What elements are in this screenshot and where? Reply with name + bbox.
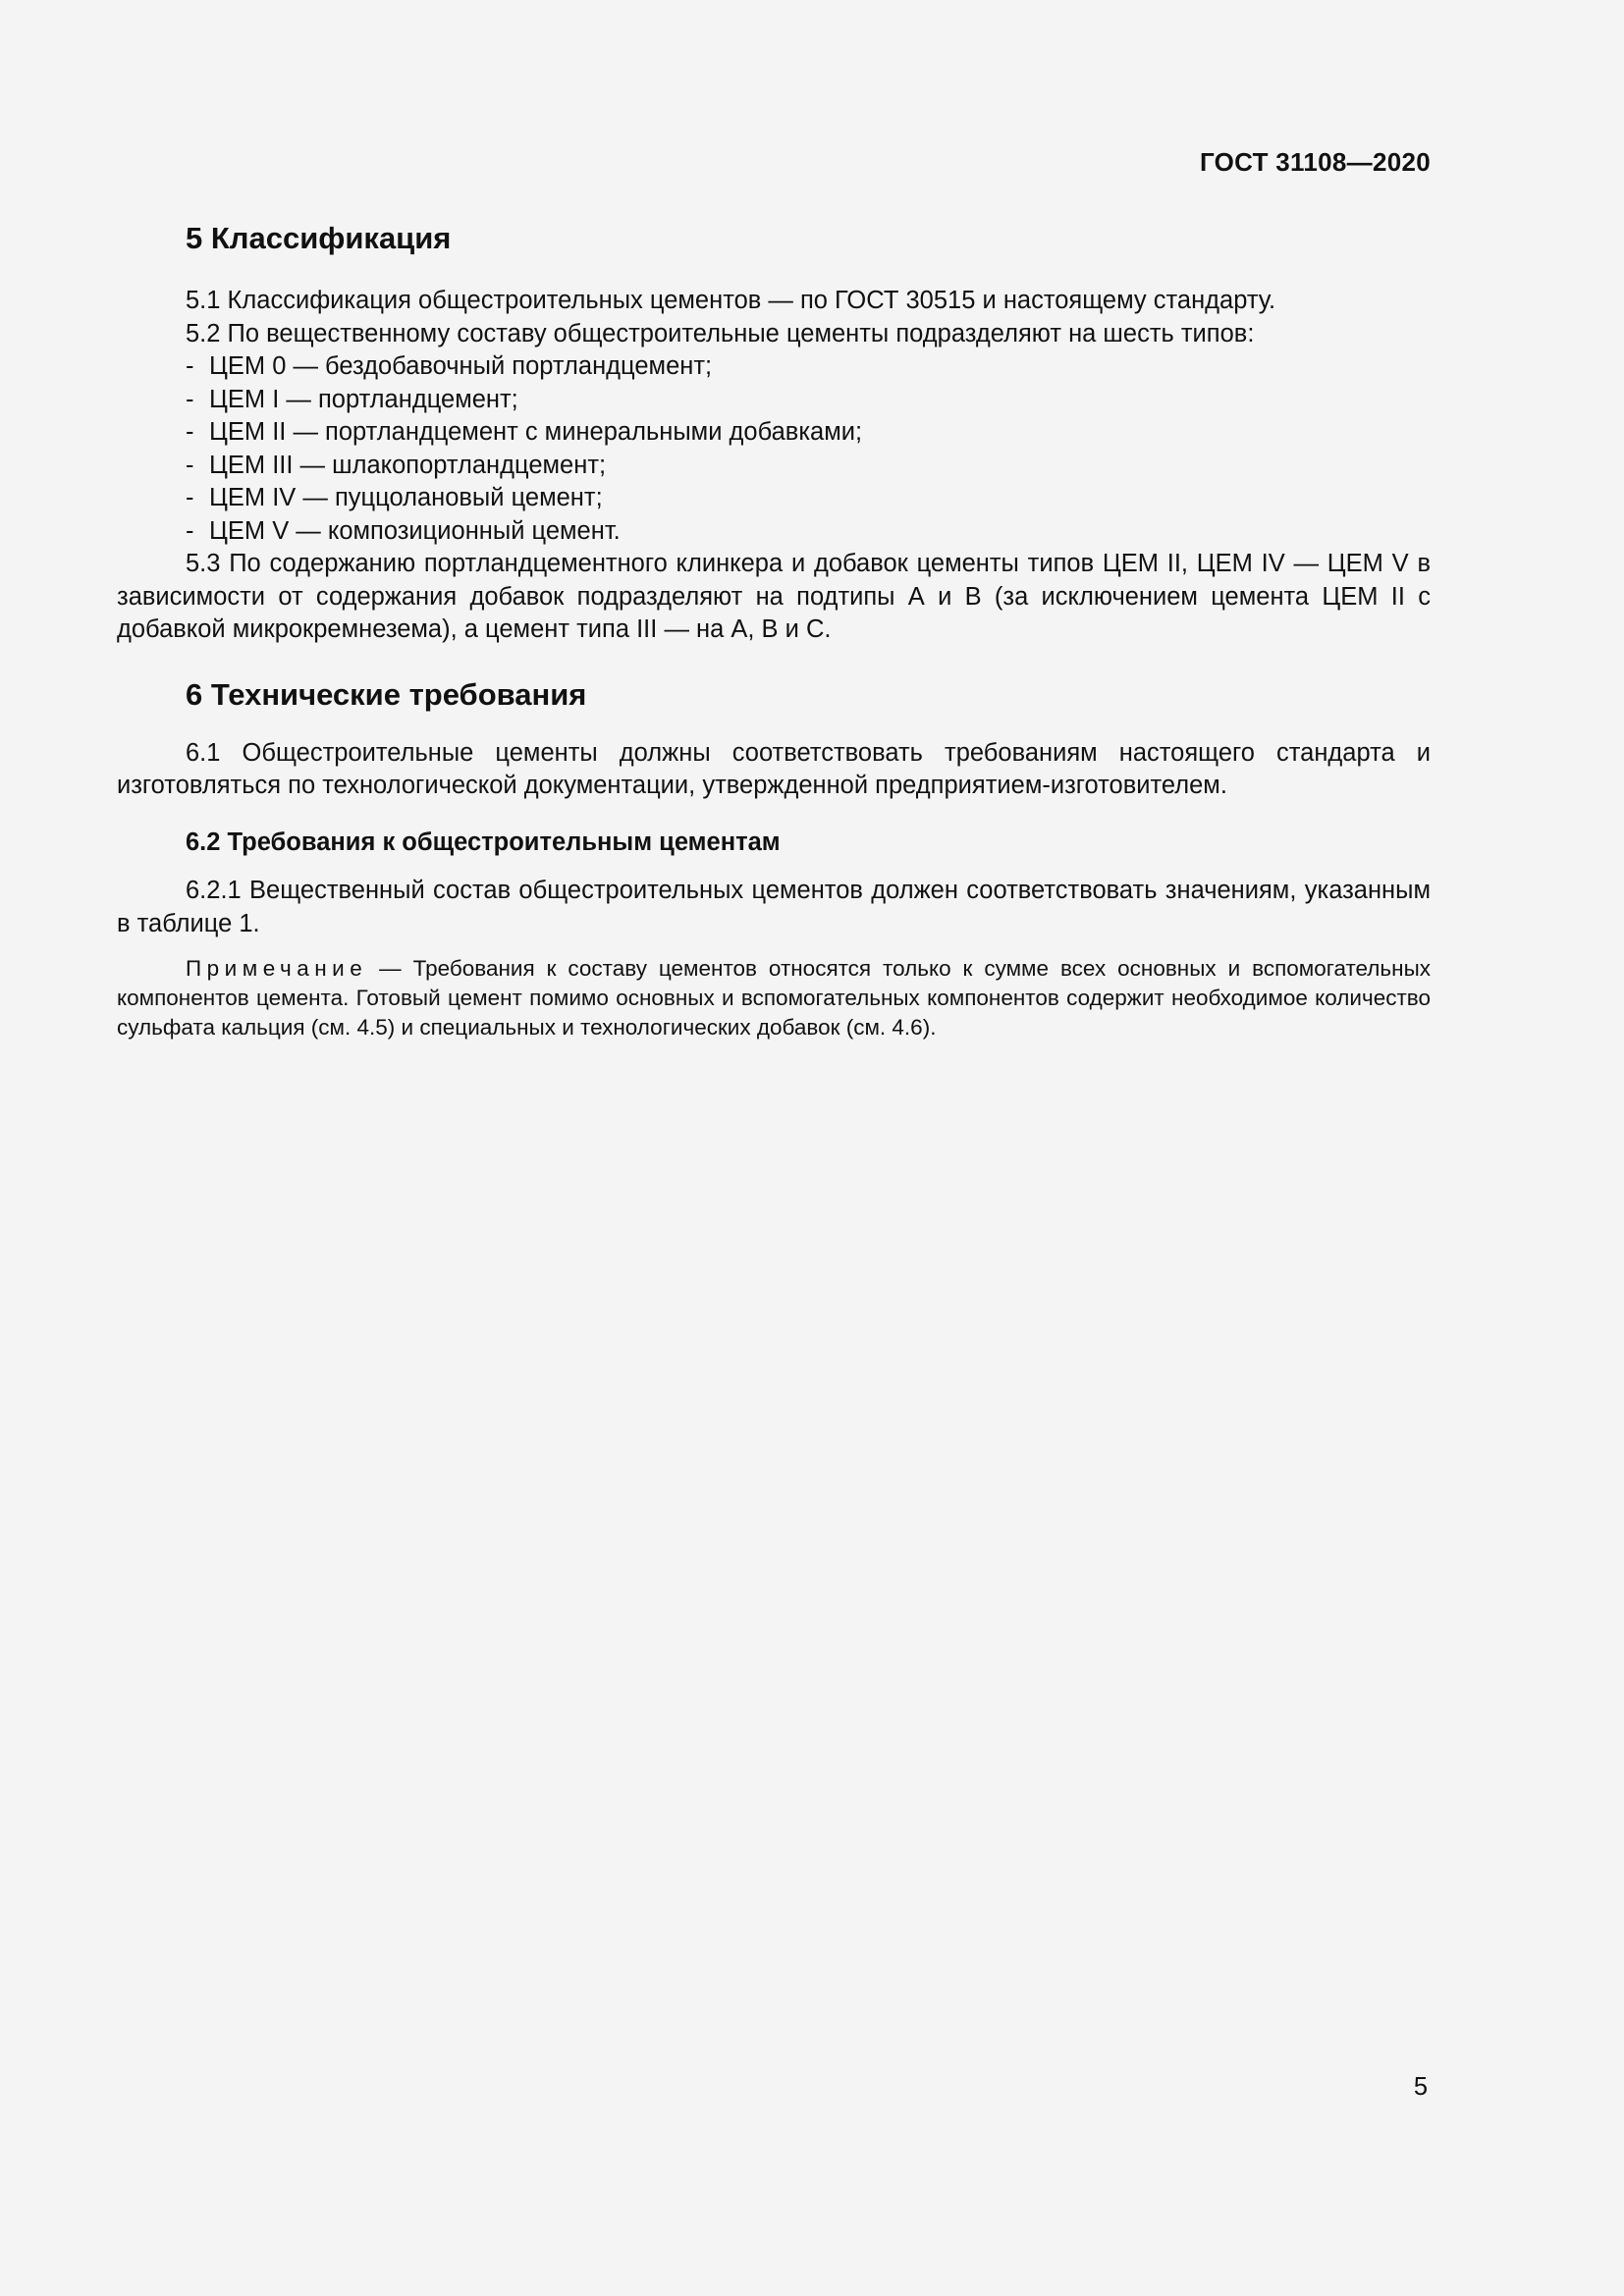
list-item [117,515,1431,549]
cement-type-cem1: ЦЕМ I — портландцемент; [209,385,518,413]
paragraph-6-1: 6.1 Общестроительные цементы должны соответствовать требованиям настоящего стандарта и изготовляться по технологической документации, утвержденной предприятием-изготовителем. [117,738,1431,799]
list-item [117,450,1431,483]
page-content [117,218,1431,1042]
list-item [117,416,1431,450]
note-paragraph [117,954,1431,1042]
list-dash: - [186,451,194,479]
document-code: ГОСТ 31108—2020 [1199,147,1431,177]
page-number: 5 [1413,2073,1428,2101]
paragraph-5-2: 5.2 По вещественному составу общестроительные цементы подразделяют на шесть типов: [186,319,1255,347]
cement-type-cem2: ЦЕМ II — портландцемент с минеральными добавками; [209,418,863,446]
list-item [117,350,1431,384]
list-dash: - [186,418,194,446]
list-dash: - [186,385,194,413]
list-item [117,384,1431,417]
paragraph-5-3: 5.3 По содержанию портландцементного клинкера и добавок цементы типов ЦЕМ II, ЦЕМ IV — ЦЕМ V в зависимости от содержания добавок подразделяют на подтипы А и В (за исключением цемента ЦЕМ II с добавкой микрокремнезема), а цемент типа III — на А, В и С. [117,550,1431,643]
subsection-6-2-title: 6.2 Требования к общестроительным цементам [186,828,781,856]
section-5-title: 5 Классификация [186,221,452,255]
cement-type-cem0: ЦЕМ 0 — бездобавочный портландцемент; [209,352,713,380]
cement-type-cem3: ЦЕМ III — шлакопортландцемент; [209,451,607,479]
cement-types-list [117,350,1431,548]
list-dash: - [186,484,194,511]
paragraph-5-1: 5.1 Классификация общестроительных цементов — по ГОСТ 30515 и настоящему стандарту. [186,287,1276,314]
paragraph-6-2-1: 6.2.1 Вещественный состав общестроительных цементов должен соответствовать значениям, указанным в таблице 1. [117,877,1431,937]
list-dash: - [186,352,194,380]
note-text: — Требования к составу цементов относятся только к сумме всех основных и вспомогательных компонентов цемента. Готовый цемент помимо основных и вспомогательных компонентов содержит необходимое количество сульфата кальция (см. 4.5) и специальных и технологических добавок (см. 4.6). [117,956,1431,1040]
cement-type-cem4: ЦЕМ IV — пуццолановый цемент; [209,484,603,511]
list-dash: - [186,516,194,545]
list-item [117,482,1431,515]
cement-type-cem5: ЦЕМ V — композиционный цемент. [209,516,621,545]
note-label: Примечание [186,956,368,981]
section-6-title: 6 Технические требования [186,676,587,712]
